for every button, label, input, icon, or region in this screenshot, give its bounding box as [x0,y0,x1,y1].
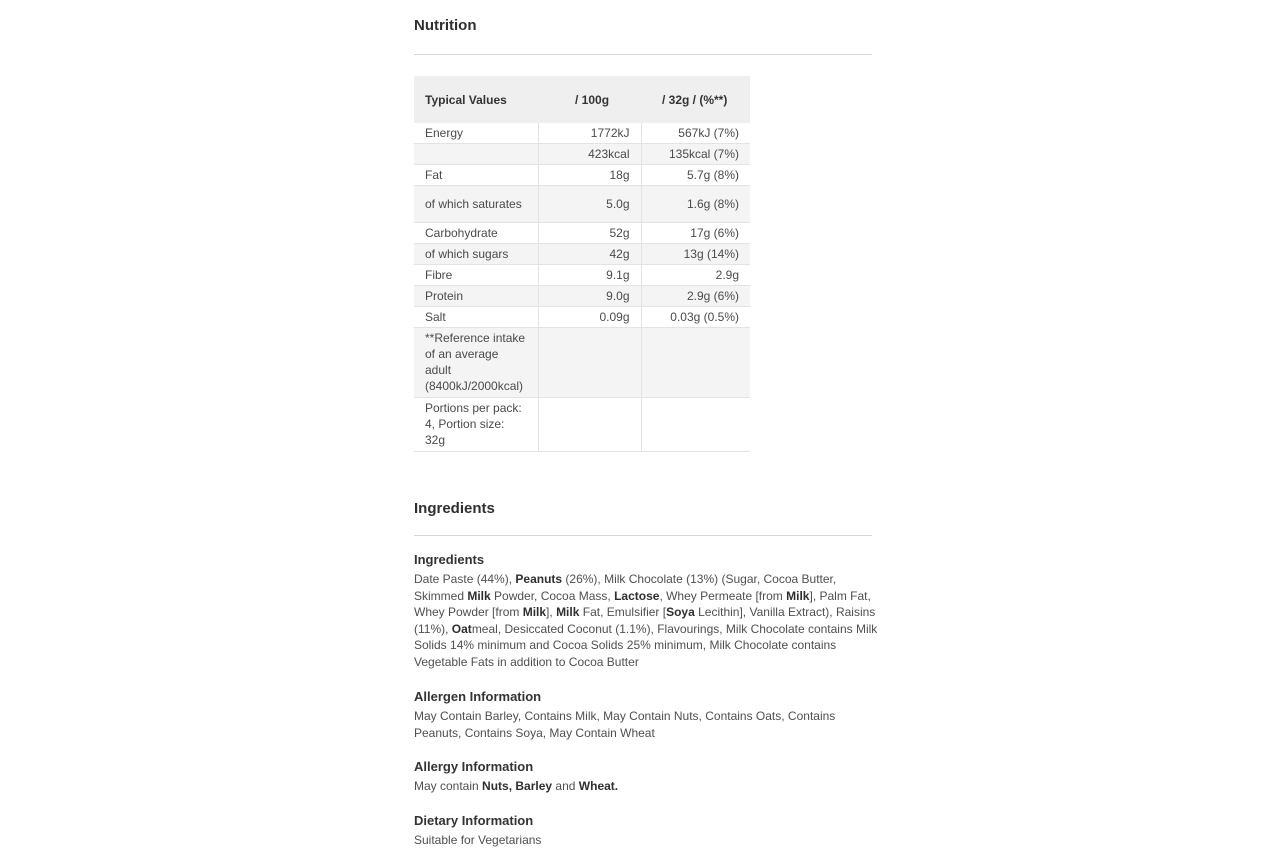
row-per100: 9.0g [538,286,641,307]
dietary-block [414,813,884,849]
row-label: of which sugars [414,244,538,265]
row-per100: 1772kJ [538,123,641,144]
allergen-emphasis: Wheat. [578,779,619,793]
row-perportion: 2.9g (6%) [641,286,750,307]
row-perportion: 17g (6%) [641,223,750,244]
row-perportion: 0.03g (0.5%) [641,307,750,328]
header-per-portion: / 32g / (%**) [641,76,750,123]
nutrition-table [414,76,750,452]
row-perportion [641,398,750,452]
row-label: Protein [414,286,538,307]
ingredients-text: Date Paste (44%), Peanuts (26%), Milk Chocolate (13%) (Sugar, Cocoa Butter, Skimmed Milk Powder, Cocoa Mass, Lactose, Whey Permeate [from Milk], Palm Fat, Whey Powder [from Milk], Milk Fat, Emulsifier [Soya Lecithin], Vanilla Extract), Raisins (11%), Oatmeal, Desiccated Coconut (1.1%), Flavourings, Milk Chocolate contains Milk Solids 14% minimum and Cocoa Solids 25% minimum, Milk Chocolate contains Vegetable Fats in addition to Cocoa Butter [414,572,878,669]
allergen-block [414,689,884,741]
ingredients-block [414,552,884,671]
ingredients-section-heading: Ingredients [414,500,495,517]
row-perportion: 5.7g (8%) [641,165,750,186]
table-row [414,398,750,452]
ingredients-divider [414,535,872,536]
allergen-heading: Allergen Information [414,689,542,704]
row-label: Carbohydrate [414,223,538,244]
allergen-emphasis: Soya [666,605,695,620]
row-label: of which saturates [414,186,538,223]
row-per100: 0.09g [538,307,641,328]
row-label: Energy [414,123,538,144]
row-per100 [538,328,641,398]
allergen-emphasis: Nuts, Barley [482,779,553,793]
row-perportion: 2.9g [641,265,750,286]
table-row [414,244,750,265]
allergy-heading: Allergy Information [414,759,534,774]
header-typical-values: Typical Values [414,76,538,123]
row-perportion: 567kJ (7%) [641,123,750,144]
allergen-emphasis: Peanuts [515,572,563,586]
table-row [414,123,750,144]
table-row [414,307,750,328]
allergen-text: May Contain Barley, Contains Milk, May Contain Nuts, Contains Oats, Contains Peanuts, Contains Soya, May Contain Wheat [414,709,836,740]
row-per100: 423kcal [538,144,641,165]
dietary-text: Suitable for Vegetarians [414,833,542,847]
table-row [414,286,750,307]
row-perportion: 135kcal (7%) [641,144,750,165]
nutrition-table-header [414,76,750,123]
allergen-emphasis: Milk [556,605,580,620]
row-per100: 52g [538,223,641,244]
table-row [414,223,750,244]
allergen-emphasis: Milk [786,588,810,603]
nutrition-divider [414,54,872,55]
nutrition-heading: Nutrition [414,17,477,34]
row-per100: 5.0g [538,186,641,223]
allergy-text: May contain Nuts, Barley and Wheat. [414,779,619,793]
allergen-emphasis: Lactose [614,588,660,603]
row-per100: 9.1g [538,265,641,286]
allergy-block [414,759,884,795]
header-per-100g: / 100g [538,76,641,123]
row-per100: 42g [538,244,641,265]
allergen-emphasis: Oat [451,621,472,636]
reference-intake-note: **Reference intake of an average adult (8400kJ/2000kcal) [414,328,538,398]
row-label: Fibre [414,265,538,286]
row-label [414,144,538,165]
table-row [414,186,750,223]
table-row [414,328,750,398]
table-row [414,265,750,286]
portion-info: Portions per pack: 4, Portion size: 32g [414,398,538,452]
row-label: Salt [414,307,538,328]
ingredients-subheading: Ingredients [414,552,485,567]
row-perportion [641,328,750,398]
allergen-emphasis: Milk [522,605,547,620]
row-perportion: 13g (14%) [641,244,750,265]
dietary-heading: Dietary Information [414,813,534,828]
table-row [414,144,750,165]
row-per100: 18g [538,165,641,186]
row-perportion: 1.6g (8%) [641,186,750,223]
table-row [414,165,750,186]
row-per100 [538,398,641,452]
allergen-emphasis: Milk [467,588,491,603]
row-label: Fat [414,165,538,186]
